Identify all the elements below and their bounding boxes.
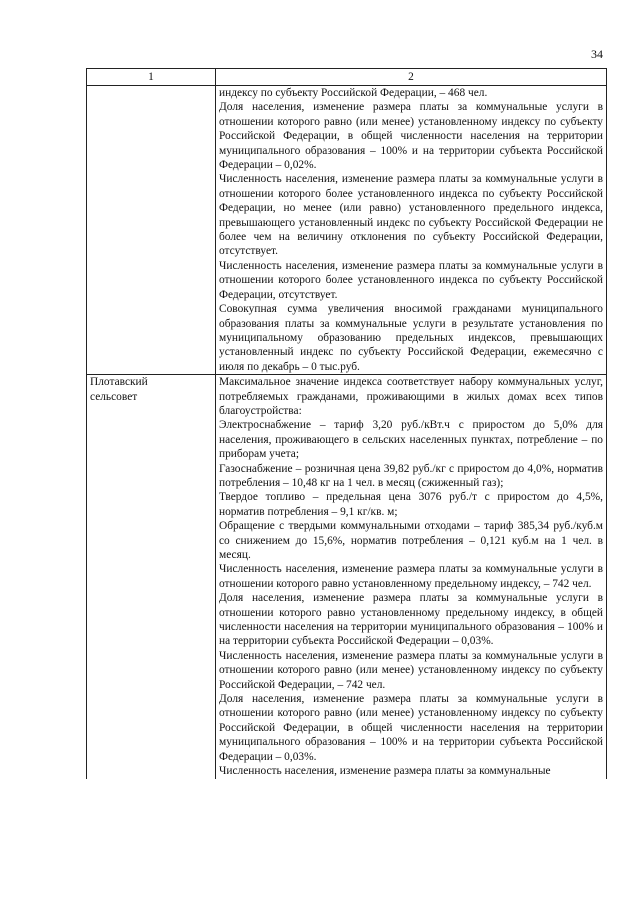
column-header-2: 2 (216, 69, 607, 86)
paragraph: Твердое топливо – предельная цена 3076 руб./т с приростом до 4,5%, норматив потребления – 9,1 кг/кв. м; (219, 491, 603, 518)
paragraph: Численность населения, изменение размера платы за коммунальные услуги в отношении которого равно (или менее) установленному индексу по субъекту Российской Федерации, – 742 чел. (219, 649, 603, 691)
table-row (87, 375, 607, 779)
paragraph: Численность населения, изменение размера платы за коммунальные услуги в отношении которого более установленного индекса по субъекту Российской Федерации, но менее (или равно) установленного предельного индекса, превышающего установленный индекс по субъекту Российской Федерации не более чем на величину отклонения по субъекту Российской Федерации, отсутствует. (219, 173, 603, 258)
paragraph: Электроснабжение – тариф 3,20 руб./кВт.ч с приростом до 5,0% для населения, проживающего в сельских населенных пунктах, потребление – по приборам учета; (219, 419, 603, 461)
table-header-row (87, 69, 607, 86)
table-row (87, 86, 607, 375)
paragraph: Доля населения, изменение размера платы за коммунальные услуги в отношении которого равно (или менее) установленному индексу по субъекту Российской Федерации, в общей численности населения на территории муниципального образования – 100% и на территории субъекта Российской Федерации – 0,03%. (219, 693, 603, 763)
paragraph: Доля населения, изменение размера платы за коммунальные услуги в отношении которого равно установленному предельному индексу, в общей численности населения на территории муниципального образования – 100% и на территории субъекта Российской Федерации – 0,03%. (219, 592, 603, 648)
municipality-cell (87, 86, 216, 375)
column-header-1: 1 (87, 69, 216, 86)
document-table (86, 68, 607, 779)
paragraph: Численность населения, изменение размера платы за коммунальные (219, 765, 551, 778)
paragraph: Численность населения, изменение размера платы за коммунальные услуги в отношении которого более установленного индекса по субъекту Российской Федерации, отсутствует. (219, 259, 603, 301)
paragraph: Обращение с твердыми коммунальными отходами – тариф 385,34 руб./куб.м со снижением до 15,6%, норматив потребления – 0,121 куб.м на 1 чел. в месяц. (219, 520, 603, 561)
paragraph: Доля населения, изменение размера платы за коммунальные услуги в отношении которого равно (или менее) установленному индексу по субъекту Российской Федерации, в общей численности населения на территории муниципального образования – 100% и на территории субъекта Российской Федерации – 0,02%. (219, 101, 603, 172)
description-cell (216, 375, 607, 779)
page-number: 34 (591, 47, 603, 61)
paragraph: Газоснабжение – розничная цена 39,82 руб./кг с приростом до 4,0%, норматив потребления – 10,48 кг на 1 чел. в месяц (сжиженный газ); (219, 462, 603, 489)
paragraph: Совокупная сумма увеличения вносимой гражданами муниципального образования платы за коммунальные услуги в результате установления по муниципальному образованию предельных индексов, превышающих установленный индекс по субъекту Российской Федерации, ежемесячно с июля по декабрь – 0 тыс.руб. (219, 303, 603, 373)
paragraph: Численность населения, изменение размера платы за коммунальные услуги в отношении которого равно установленному предельному индексу, – 742 чел. (219, 563, 603, 590)
description-cell (216, 86, 607, 375)
paragraph: индексу по субъекту Российской Федерации, – 468 чел. (219, 87, 488, 99)
municipality-cell (87, 375, 216, 779)
municipality-name: Плотавский сельсовет (90, 376, 148, 403)
paragraph: Максимальное значение индекса соответствует набору коммунальных услуг, потребляемых гражданами, проживающими в жилых домах всех типов благоустройства: (219, 376, 603, 417)
